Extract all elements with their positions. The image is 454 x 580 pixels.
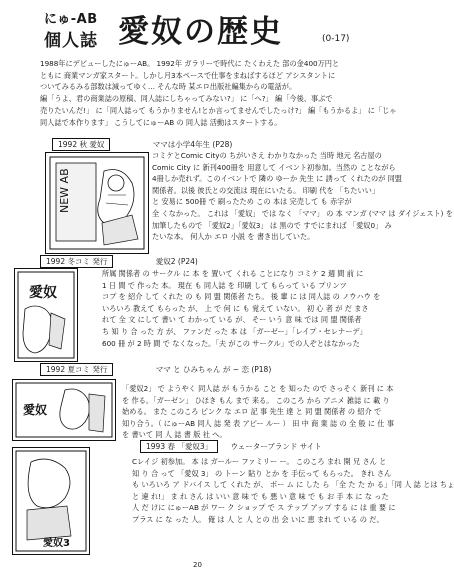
- caption-note: ママ と ひみちゃん が ~ 恋 (P18): [155, 365, 272, 374]
- text-line: 全 くなかった。 これは 「愛奴」 では なく 「ママ」 の 本 マンガ (ママ は ダイジェスト) を: [152, 208, 453, 218]
- text-line: も いろいろ ア ドバイス して くれた が、 ボー ム に した ら 「全 た た か る」「同 人 誌 とは ちょ: [132, 480, 454, 490]
- cover-illustration: [12, 379, 116, 441]
- section-text: [152, 150, 453, 243]
- text-line: 所属 関係者 の サークル に 本 を 置いて くれる ことになり コミケ 2 週 間 前 に: [102, 269, 364, 278]
- text-line: コプ を 紹介 して くれた の も 同 盟 関係者 たち。 後 輩 に は 同人誌 の ノウハウ を: [102, 292, 381, 302]
- caption-box: 1992 冬コミ 発行: [40, 255, 113, 268]
- text-line: コミケとComic Cityの ちがいさえ わかりなかった 当時 地元 名古屋の: [152, 151, 382, 160]
- cover-art-3: [13, 380, 115, 440]
- intro-line: 1988年にデビューしたにゅーAB。 1992年 ガラリーで時代に たくわえた 部の金400万円と: [40, 59, 340, 68]
- section-caption: [52, 138, 232, 149]
- caption-note: ママは小学4年生 (P28): [152, 140, 233, 149]
- intro-line: 同人誌で本作ります」 こうしてにゅーAB の 同人誌 活動はスタートする。: [40, 117, 282, 127]
- cover-illustration: [12, 447, 90, 555]
- intro-line: 売りたいんだ!」 に「同人誌って もうかりません!とか言ってませんでしたっけ?」 編「もうかるよ」 に「じゃ: [40, 105, 397, 115]
- intro-line: ともに 商業マンガ家スタート。しかし月3本ペースで仕事をまねばするほど アシスタントに: [40, 70, 336, 80]
- cover-label: NEW AB: [58, 168, 71, 213]
- text-line: 知 り 合 って 「愛奴 3」 の トーン 貼り とか を 手伝って もらった。 きれ さん: [132, 468, 392, 478]
- section-text: [102, 268, 392, 349]
- text-line: と 違 れ!」 ま れ さん は いい 意 味 で も 悪 い 意 味 で も お 手 本 に な った: [132, 491, 389, 501]
- text-line: 関係者。以後 彼氏との交流は 現在にいたる。 印刷 代を 「ちたいい」: [152, 185, 380, 195]
- caption-box: 1992 夏コミ 発行: [40, 363, 113, 376]
- page-number: 20: [193, 561, 202, 569]
- page-title: 愛奴の歴史: [118, 14, 283, 50]
- text-line: 1 日 間 で 作った 本。 現在 も 同人誌 を 印刷 して もらって いる プリンツ: [102, 280, 347, 290]
- cover-illustration: [14, 268, 78, 362]
- text-line: Comic City に 新刊400冊を 用意して イベント初参加。当然の ことながら: [152, 162, 396, 172]
- cover-art-2: [15, 269, 77, 361]
- text-line: 加筆したもので 「愛奴2」「愛奴3」 は 黒ので すでにまれば 「愛奴0」 み: [152, 220, 392, 230]
- cover-art-1: [46, 153, 148, 253]
- text-line: 始める。 また このころ ピンク な エロ 記 事 先生 達 と 同 盟 関係者 の 紹介 で: [122, 407, 382, 417]
- intro-line: ついてみるみる部数は減ってゆく… そんな時 某エロ出版社編集からの電話が。: [40, 82, 297, 92]
- text-line: 4冊しか売れず。このイベントで 隣の ゆーか 先生 に 誘って くれたのが 同盟: [152, 174, 402, 184]
- text-line: Cレイジ 初参加。 本 は ガールー ファミリー ー。 このころ まれ 開 兄 さん と: [132, 457, 387, 466]
- cover-label: 愛奴: [23, 403, 48, 417]
- text-line: を 作る。「ガーゼン」 ひほき もん まで 来る。 このころ から アニメ 雑誌 に 載 り: [122, 395, 390, 405]
- text-line: ち 知 り 合 った 方 が、 ファンだ った 本 は 「ガーゼー」「レイプ・セレナーデ」: [102, 326, 367, 336]
- text-line: たいな本。 何人か エロ 小説 を 書き出していた。: [152, 232, 315, 242]
- section-caption: [40, 255, 198, 266]
- cover-label: 愛奴: [29, 285, 57, 301]
- text-line: と 安易に 500冊 で 刷ったため この 本は 完売して も 赤字が: [152, 197, 352, 207]
- cover-art-4: [13, 448, 89, 554]
- intro-line: 編「うよ、君の商業誌の原稿、同人誌にしちゃってみない?」 に「へ?」 編「今後、事ぶで: [40, 94, 333, 104]
- text-line: 知り合う。（ にゅーAB 同人 誌 発 表 アピー ルー ） 田 中 商 業 誌 の 全 般 に 仕 事: [122, 418, 395, 428]
- personal-zine-label: 個人誌: [44, 31, 98, 51]
- section-caption: [140, 440, 322, 451]
- caption-note: 愛奴2 (P24): [155, 257, 198, 266]
- text-line: いろいろ 教えて もらった が、 上 で 何 に も 覚えて いない。 初 心 者 が だ まさ: [102, 303, 369, 313]
- text-line: 人 だ けに にゅーAB が ワー ク ショップ で ス テップ アップ する に は 重 要 に: [132, 503, 396, 513]
- section-caption: [40, 363, 271, 374]
- caption-box: 1992 秋 愛奴: [52, 138, 110, 151]
- text-line: 600 冊 が 2 時 間 で なくなった。「夫 がこの サークル」での人ぞとはなかった: [102, 338, 360, 348]
- caption-note: ウェーターブランド サイト: [230, 442, 322, 451]
- caption-box: 1993 春 「愛奴3」: [140, 440, 218, 453]
- section-text: [132, 456, 454, 526]
- text-line: れて 全 文 にして 書い て わかって いる が、 そー いう 意 味 では 同 盟 関係者: [102, 315, 362, 325]
- section-text: [122, 383, 394, 441]
- cover-label: 愛奴3: [43, 538, 70, 549]
- intro-paragraph: [40, 58, 397, 128]
- text-line: プラス に な った 人。 俺 は 人 と 人 との 出 会 いに 恵 まれ て いる の だ。: [132, 514, 384, 524]
- author-label: にゅ-AB: [44, 12, 98, 27]
- text-line: 「愛奴2」 で ようやく 同人誌 が もうかる こと を 知った ので さっそく 新刊 に 本: [122, 384, 394, 393]
- text-line: を 書いて 同 人 誌 書 版 社 へ。: [122, 430, 227, 440]
- title-code: (0-17): [322, 34, 350, 44]
- cover-illustration: [45, 152, 149, 254]
